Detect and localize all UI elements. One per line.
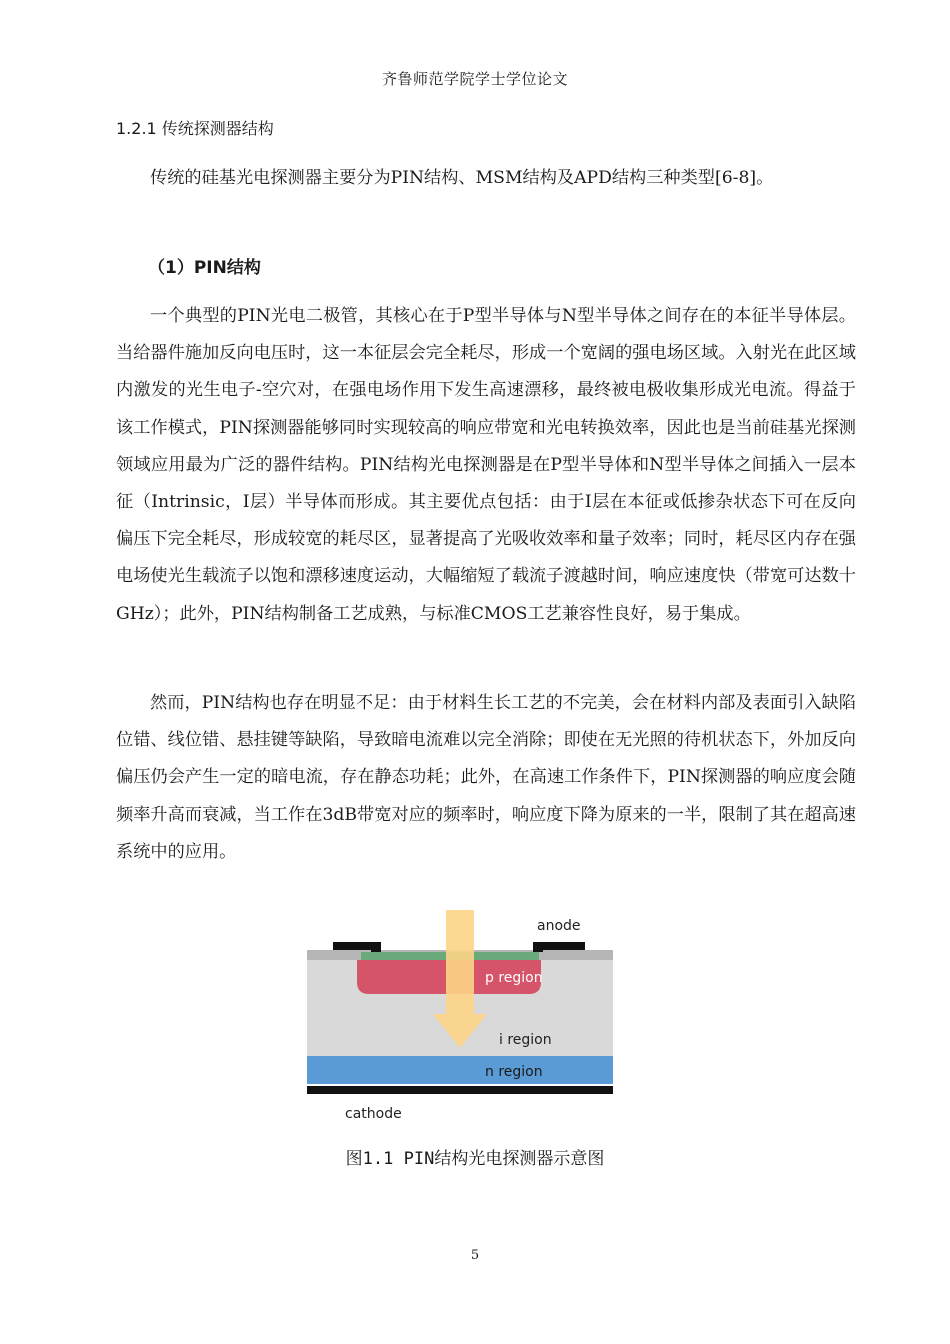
page-number: 5 xyxy=(470,1248,480,1263)
pin-diagram-svg xyxy=(305,908,615,1124)
pin-diagram xyxy=(305,908,615,1124)
anode-label: anode xyxy=(537,918,581,934)
intro-paragraph: 传统的硅基光电探测器主要分为PIN结构、MSM结构及APD结构三种类型[6-8]。 xyxy=(150,168,774,188)
pin-subheading: （1）PIN结构 xyxy=(148,258,261,278)
section-heading: 1.2.1 传统探测器结构 xyxy=(116,119,274,138)
pin-body-paragraph: 一个典型的PIN光电二极管，其核心在于P型半导体与N型半导体之间存在的本征半导体层。当给器件施加反向电压时，这一本征层会完全耗尽，形成一个宽阔的强电场区域。入射光在此区域内激发的光生电子-空穴对，在强电场作用下发生高速漂移，最终被电极收集形成光电流。得益于该工作模式，PIN探测器能够同时实现较高的响应带宽和光电转换效率，因此也是当前硅基光探测领域应用最为广泛的器件结构。PIN结构光电探测器是在P型半导体和N型半导体之间插入一层本征（Intrinsic，I层）半导体而形成。其主要优点包括：由于I层在本征或低掺杂状态下可在反向偏压下完全耗尽，形成较宽的耗尽区，显著提高了光吸收效率和量子效率；同时，耗尽区内存在强电场使光生载流子以饱和漂移速度运动，大幅缩短了载流子渡越时间，响应速度快（带宽可达数十GHz）；此外，PIN结构制备工艺成熟，与标准CMOS工艺兼容性良好，易于集成。 xyxy=(116,306,856,624)
p-region-label: p region xyxy=(485,970,543,986)
cathode-label: cathode xyxy=(345,1106,402,1122)
pin-drawbacks-paragraph: 然而，PIN结构也存在明显不足：由于材料生长工艺的不完美，会在材料内部及表面引入缺陷位错、线位错、悬挂键等缺陷，导致暗电流难以完全消除；即使在无光照的待机状态下，外加反向偏压仍会产生一定的暗电流，存在静态功耗；此外，在高速工作条件下，PIN探测器的响应度会随频率升高而衰减，当工作在3dB带宽对应的频率时，响应度下降为原来的一半，限制了其在超高速系统中的应用。 xyxy=(116,693,856,862)
i-region-label: i region xyxy=(499,1032,552,1048)
running-header: 齐鲁师范学院学士学位论文 xyxy=(381,70,568,88)
n-region-label: n region xyxy=(485,1064,543,1080)
cathode-contact xyxy=(307,1086,613,1094)
n-region xyxy=(307,1056,613,1084)
figure-caption: 图1.1 PIN结构光电探测器示意图 xyxy=(345,1149,605,1169)
